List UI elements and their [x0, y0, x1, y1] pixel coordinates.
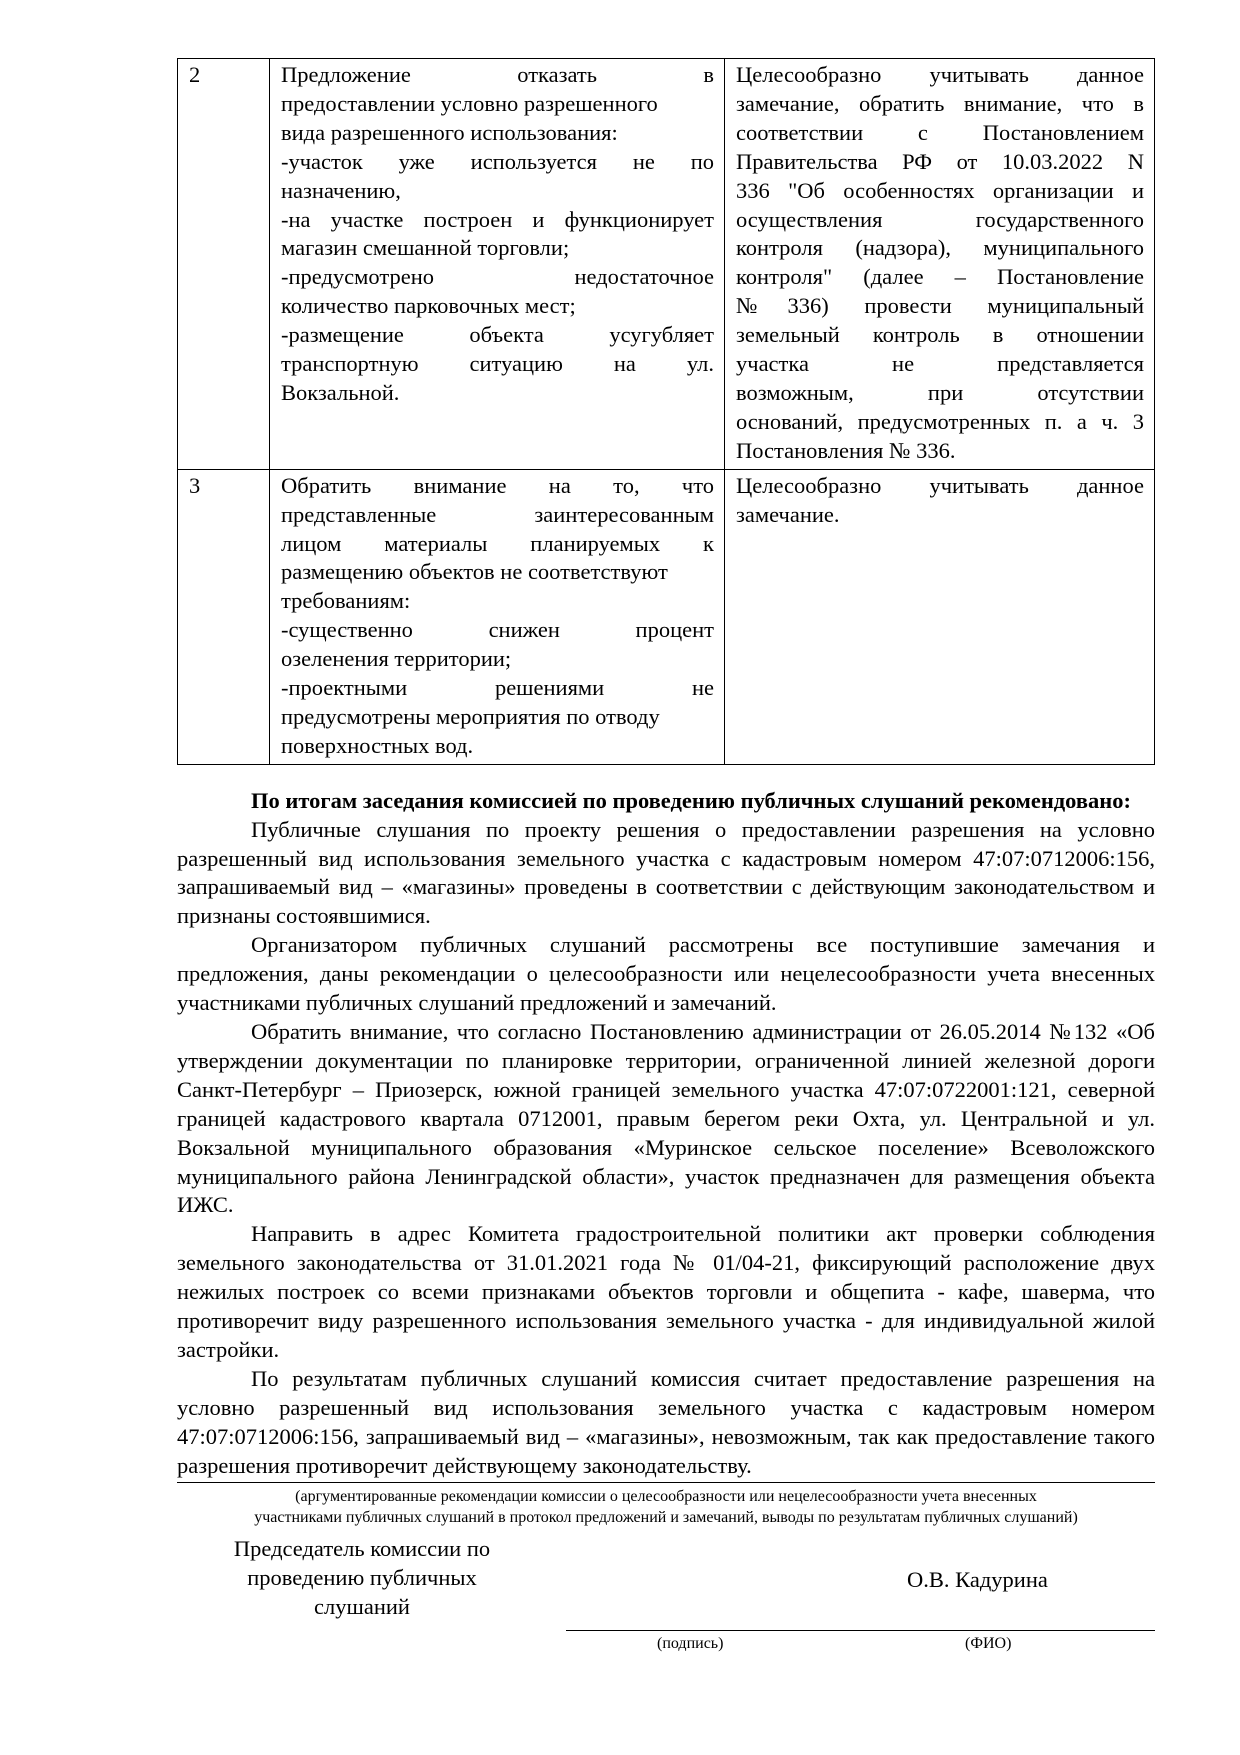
text-line: требованиям: [281, 588, 411, 614]
text-line: представленные заинтересованным [281, 501, 714, 527]
text-line: соответствии с Постановлением [736, 119, 1144, 145]
text-line: магазин смешанной торговли; [281, 235, 570, 261]
summary-heading: По итогам заседания комиссией по проведению публичных слушаний рекомендовано: [251, 787, 1131, 813]
signer-role [207, 1534, 517, 1621]
text-line: участка не представляется [736, 351, 1144, 377]
text-line: контроля" (далее – Постановление [736, 264, 1144, 290]
signer-role-line: проведению публичных [247, 1564, 477, 1590]
text-line: Вокзальной. [281, 379, 400, 405]
text-line: земельный контроль в отношении [736, 322, 1144, 348]
text-line: возможным, при отсутствии [736, 379, 1144, 405]
summary-paragraph: По результатам публичных слушаний комиссия считает предоставление разрешения на условно разрешенный вид использования земельного участка с кадастровым номером 47:07:0712006:156, запрашиваемый вид – «магазины», невозможным, так как предоставление такого разрешения противоречит действующему законодательству. [177, 1365, 1155, 1483]
signature-block [177, 1534, 1155, 1684]
row-number: 2 [178, 59, 270, 470]
remarks-table [177, 58, 1155, 765]
text-line: -размещение объекта усугубляет [281, 322, 714, 348]
signature-caption: (подпись) [657, 1634, 724, 1652]
signer-role-line: Председатель комиссии по [233, 1535, 491, 1561]
summary-paragraph: Обратить внимание, что согласно Постановлению администрации от 26.05.2014 №132 «Об утверждении документации по планировке территории, ограниченной линией железной дороги Санкт-Петербург – Приозерск, южной границей земельного участка 47:07:0722001:121, северной границей кадастрового квартала 0712001, правым берегом реки Охта, ул. Центральной и ул. Вокзальной муниципального образования «Муринское сельское поселение» Всеволожского муниципального района Ленинградской области», участок предназначен для размещения объекта ИЖС. [177, 1019, 1155, 1218]
text-line: -существенно снижен процент [281, 617, 714, 643]
recommendation-cell [725, 59, 1155, 470]
text-line: вида разрешенного использования: [281, 119, 618, 145]
text-line: -участок уже используется не по [281, 148, 714, 174]
table-row [178, 59, 1155, 470]
summary-section [177, 787, 1155, 1483]
text-line: транспортную ситуацию на ул. [281, 351, 714, 377]
table-row [178, 469, 1155, 764]
proposal-cell [270, 59, 725, 470]
text-line: предоставлении условно разрешенного [281, 90, 658, 116]
proposal-cell [270, 469, 725, 764]
text-line: контроля (надзора), муниципального [736, 235, 1144, 261]
summary-paragraph: Организатором публичных слушаний рассмотрены все поступившие замечания и предложения, даны рекомендации о целесообразности или нецелесообразности учета внесенных участниками публичных слушаний предложений и замечаний. [177, 932, 1155, 1016]
summary-paragraph: Публичные слушания по проекту решения о предоставлении разрешения на условно разрешенный вид использования земельного участка с кадастровым номером 47:07:0712006:156, запрашиваемый вид – «магазины» проведены в соответствии с действующим законодательством и признаны состоявшимися. [177, 816, 1155, 929]
text-line: поверхностных вод. [281, 732, 474, 758]
text-line: Постановления № 336. [736, 437, 956, 463]
text-line: осуществления государственного [736, 206, 1144, 232]
text-line: -проектными решениями не [281, 675, 714, 701]
summary-paragraph: Направить в адрес Комитета градостроительной политики акт проверки соблюдения земельного законодательства от 31.01.2021 года № 01/04-21, фиксирующий расположение двух нежилых построек со всеми признаками объектов торговли и общепита - кафе, шаверма, что противоречит виду разрешенного использования земельного участка - для индивидуальной жилой застройки. [177, 1221, 1155, 1362]
recommendation-cell [725, 469, 1155, 764]
signer-role-line: слушаний [314, 1593, 410, 1619]
text-line: количество парковочных мест; [281, 293, 576, 319]
explanatory-note [177, 1486, 1155, 1528]
note-line: участниками публичных слушаний в протокол предложений и замечаний, выводы по результатам публичных слушаний) [254, 1508, 1078, 1526]
text-line: Обратить внимание на то, что [281, 472, 714, 498]
text-line: назначению, [281, 177, 401, 203]
signer-name: О.В. Кадурина [907, 1566, 1048, 1592]
text-line: -на участке построен и функционирует [281, 206, 714, 232]
text-line: замечание. [736, 501, 840, 527]
text-line: замечание, обратить внимание, что в [736, 90, 1144, 116]
text-line: оснований, предусмотренных п. а ч. 3 [736, 408, 1144, 434]
note-line: (аргументированные рекомендации комиссии о целесообразности или нецелесообразности учета внесенных [295, 1487, 1037, 1505]
text-line: предусмотрены мероприятия по отводу [281, 703, 660, 729]
text-line: №336) провести муниципальный [736, 293, 1144, 319]
text-line: 336 "Об особенностях организации и [736, 177, 1144, 203]
text-line: Предложение отказать в [281, 62, 714, 87]
text-line: размещению объектов не соответствуют [281, 559, 668, 585]
signature-line [566, 1630, 1155, 1631]
document-page [177, 58, 1155, 1684]
text-line: озеленения территории; [281, 646, 512, 672]
text-line: Правительства РФ от 10.03.2022 N [736, 148, 1144, 174]
text-line: лицом материалы планируемых к [281, 530, 714, 556]
row-number: 3 [178, 469, 270, 764]
text-line: -предусмотрено недостаточное [281, 264, 714, 290]
text-line: Целесообразно учитывать данное [736, 472, 1144, 498]
name-caption: (ФИО) [965, 1634, 1012, 1652]
text-line: Целесообразно учитывать данное [736, 62, 1144, 87]
